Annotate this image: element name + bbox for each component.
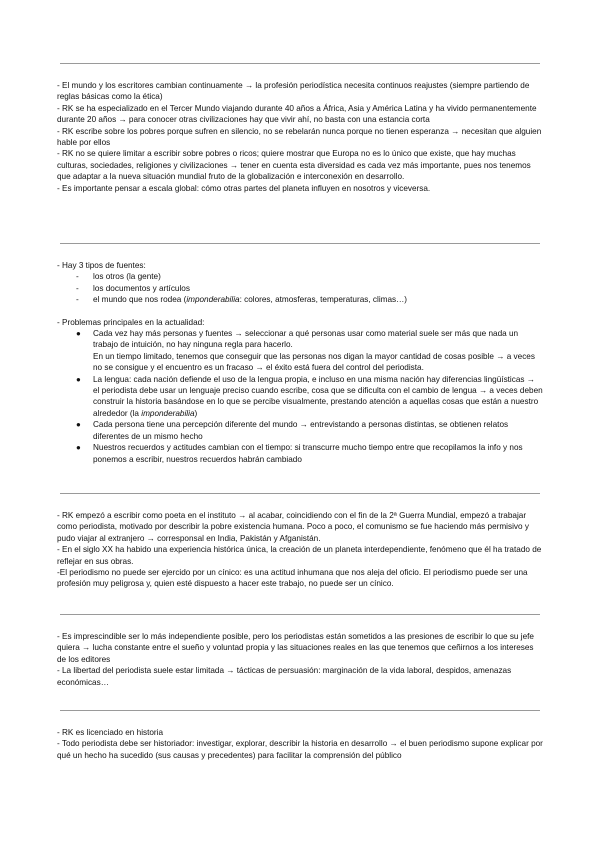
- bullet-marker: ●: [76, 443, 81, 453]
- section-divider: [60, 493, 540, 494]
- paragraph: - La libertad del periodista suele estar limitada → tácticas de persuasión: marginación de la vida laboral, despidos, amenazas económicas…: [57, 666, 512, 687]
- section-divider: [60, 710, 540, 711]
- list-item: ● Cada vez hay más personas y fuentes → seleccionar a qué personas usar como material suele ser más que nada un trabajo de intuición, no hay ninguna regla para hacerlo. En un tiempo limitado, tenemos que conseguir que las personas nos digan la mayor cantidad de cosas posible → a veces no se consigue y el encuentro es un fracaso → el éxito está fuera del control del periodista.: [76, 329, 535, 373]
- section-1: [57, 80, 543, 194]
- section-3: [57, 510, 543, 590]
- section-2: [57, 260, 543, 465]
- paragraph: -El periodismo no puede ser ejercido por un cínico: es una actitud inhumana que nos aleja del oficio. El periodismo puede ser una profesión muy peligrosa y, quien esté dispuesto a hacer este trabajo, no puede ser un cínico.: [57, 568, 528, 589]
- paragraph: - Es importante pensar a escala global: cómo otras partes del planeta influyen en nosotros y viceversa.: [57, 183, 431, 193]
- section-5: [57, 727, 543, 761]
- bullet-marker: ●: [76, 420, 81, 430]
- list-item: ● La lengua: cada nación defiende el uso de la lengua propia, e incluso en una misma nación hay diferencias lingüísticas → el periodista debe usar un lenguaje preciso cuando escribe, cosa que se dificulta con el cambio de lengua → a veces deben construir la historia basándose en lo que se percibe visualmente, prestando atención a aquellas cosas que están a nuestro alrededor (la imponderabilia): [76, 374, 543, 418]
- paragraph: - RK no se quiere limitar a escribir sobre pobres o ricos; quiere mostrar que Europa no es lo único que existe, que hay muchas culturas, sociedades, religiones y civilizaciones → tener en cuenta esta diversidad es cada vez más importante, pues nos tenemos que adaptar a la nueva situación mundial fruto de la globalización e interconexión en desarrollo.: [57, 149, 531, 182]
- paragraph: - Es imprescindible ser lo más independiente posible, pero los periodistas están sometidos a las presiones de escribir lo que su jefe quiera → lucha constante entre el sueño y voluntad propia y las situaciones reales en las que tenemos que ceñirnos a los intereses de los editores: [57, 632, 534, 664]
- paragraph: - En el siglo XX ha habido una experiencia histórica única, la creación de un planeta interdependiente, fenómeno que él ha tratado de reflejar en sus obras.: [57, 545, 542, 566]
- list-item: ● Cada persona tiene una percepción diferente del mundo → entrevistando a personas distintas, se obtienen relatos diferentes de un mismo hecho: [76, 420, 509, 441]
- paragraph: - Todo periodista debe ser historiador: investigar, explorar, describir la historia en desarrollo → el buen periodismo supone explicar por qué un hecho ha sucedido (sus causas y precedentes) para facilitar la comprensión del público: [57, 739, 543, 760]
- section-4: [57, 631, 543, 688]
- paragraph: - RK es licenciado en historia: [57, 728, 164, 737]
- bullet-marker: ●: [76, 329, 81, 339]
- list-item: - los documentos y artículos: [76, 283, 190, 293]
- paragraph: - RK se ha especializado en el Tercer Mundo viajando durante 40 años a África, Asia y América Latina y ha vivido permanentemente durante 20 años → para conocer otras civilizaciones hay que vivir ahí, no basta con una estancia corta: [57, 103, 537, 125]
- problems-list: [57, 328, 543, 465]
- dash-marker: -: [76, 283, 79, 293]
- list-item: - los otros (la gente): [76, 272, 161, 282]
- paragraph: - El mundo y los escritores cambian continuamente → la profesión periodística necesita continuos reajustes (siempre partiendo de reglas básicas como la ética): [57, 81, 530, 102]
- paragraph: - RK empezó a escribir como poeta en el instituto → al acabar, coincidiendo con el fin de la 2ª Guerra Mundial, empezó a trabajar como periodista, motivado por describir la pobre existencia humana. Poco a poco, el comunismo se fue haciendo más permisivo y pudo viajar al extranjero → corresponsal en India, Pakistán y Afganistán.: [57, 511, 529, 543]
- dash-marker: -: [76, 272, 79, 282]
- section-divider: [60, 243, 540, 244]
- dash-marker: -: [76, 295, 79, 305]
- list-item: ● Nuestros recuerdos y actitudes cambian con el tiempo: si transcurre mucho tiempo entre que recopilamos la info y nos ponemos a escribir, nuestros recuerdos habrán cambiado: [76, 443, 523, 464]
- sources-heading: - Hay 3 tipos de fuentes:: [57, 261, 146, 270]
- section-divider: [60, 63, 540, 64]
- problems-heading: - Problemas principales en la actualidad:: [57, 317, 205, 327]
- sources-list: [57, 271, 543, 305]
- section-divider: [60, 614, 540, 615]
- paragraph: - RK escribe sobre los pobres porque sufren en silencio, no se rebelarán nunca porque no tienen esperanza → necesitan que alguien hable por ellos: [57, 126, 542, 148]
- list-item: - el mundo que nos rodea (imponderabilia: colores, atmosferas, temperaturas, climas…): [76, 295, 408, 305]
- bullet-marker: ●: [76, 374, 81, 384]
